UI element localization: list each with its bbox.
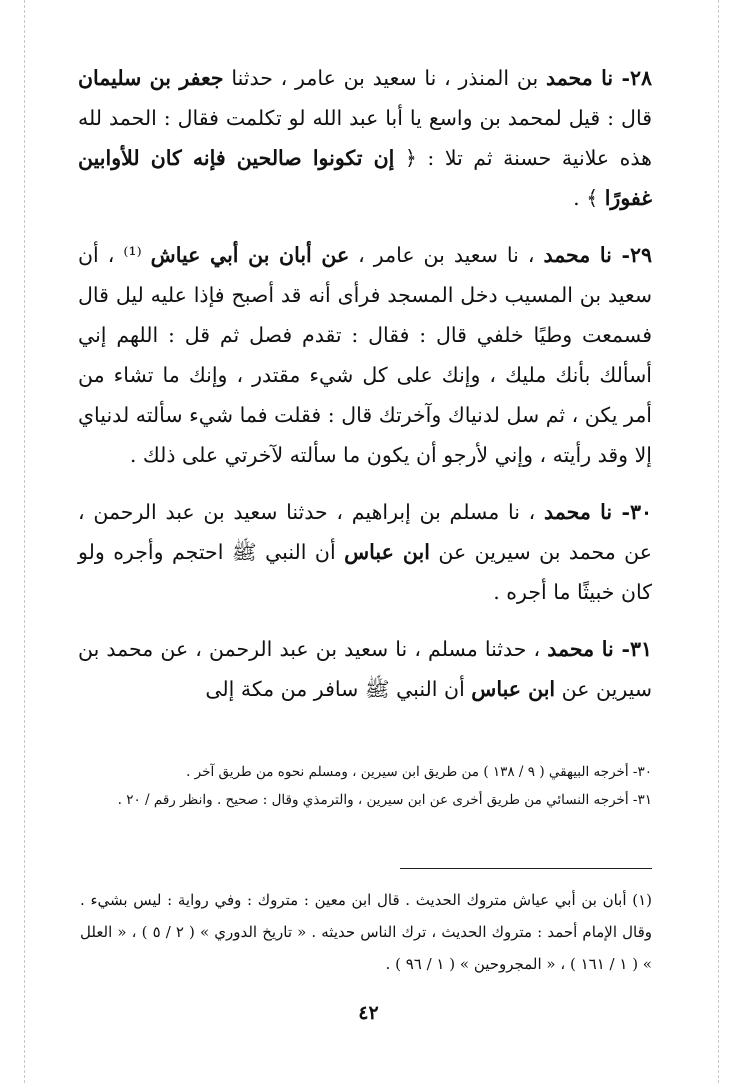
hadith-text: قال : قيل لمحمد بن واسع يا أبا عبد الله لو تكلمت فقال : الحمد لله هذه علانية حسنة ثم تلا : ﴿ <box>78 106 652 170</box>
narrator-name: جعفر بن سليمان <box>78 66 224 90</box>
hadith-28 <box>78 58 652 218</box>
hadith-number: ٢٩- نا محمد <box>543 243 652 267</box>
hadith-text: ، نا مسلم بن إبراهيم ، حدثنا سعيد بن عبد الرحمن ، عن محمد بن سيرين عن <box>78 500 652 564</box>
main-text <box>78 58 652 726</box>
takhrij-notes <box>98 758 652 814</box>
page-number: ٤٢ <box>358 1002 379 1024</box>
hadith-text: بن المنذر ، نا سعيد بن عامر ، حدثنا <box>223 66 546 90</box>
hadith-number: ٣٠- نا محمد <box>544 500 653 524</box>
hadith-number: ٢٨- نا محمد <box>545 66 652 90</box>
hadith-text: ، نا سعيد بن عامر ، <box>349 243 544 267</box>
hadith-text: ، حدثنا مسلم ، نا سعيد بن عبد الرحمن ، عن محمد بن سيرين عن <box>78 637 652 701</box>
takhrij-note-30: ٣٠- أخرجه البيهقي ( ٩ / ١٣٨ ) من طريق ابن سيرين ، ومسلم نحوه من طريق آخر . <box>186 764 652 780</box>
footnote: (١) أبان بن أبي عياش متروك الحديث . قال ابن معين : متروك : وفي رواية : ليس بشيء . وقال الإمام أحمد : متروك الحديث ، ترك الناس حديثه . « تاريخ الدوري » ( ٢ / ٥ ) ، « العلل » ( ١ / ١٦١ ) ، « المجروحين » ( ١ / ٩٦ ) . <box>80 891 652 973</box>
takhrij-note-31: ٣١- أخرجه النسائي من طريق أخرى عن ابن سيرين ، والترمذي وقال : صحيح . وانظر رقم / ٢٠ . <box>117 792 652 808</box>
hadith-number: ٣١- نا محمد <box>547 637 653 661</box>
hadith-31 <box>78 629 652 709</box>
hadith-30 <box>78 492 652 612</box>
narrator-name: ابن عباس <box>344 540 430 564</box>
left-margin-guide <box>24 0 25 1083</box>
hadith-text: ⁽¹⁾ ، أن سعيد بن المسيب دخل المسجد فرأى أنه قد أصبح فإذا عليه ليل قال فسمعت وطيًا خلفي قال : فقال : تقدم فصل ثم قل : اللهم إني أسألك بأنك مليك ، وإنك على كل شيء مقتدر ، وإنك ما تشاء من أمر يكن ، ثم سل لدنياك وآخرتك قال : فقلت فما شيء سألته لدنياي إلا وقد رأيته ، وإني لأرجو أن يكون ما سألته لآخرتي على ذلك . <box>78 243 652 467</box>
narrator-name: ابن عباس <box>471 677 556 701</box>
right-margin-guide <box>718 0 719 1083</box>
footnote-divider <box>400 868 652 869</box>
hadith-text: أن النبي ﷺ سافر من مكة إلى <box>205 677 472 701</box>
quran-verse: إن تكونوا صالحين فإنه كان للأوابين غفورًا <box>78 146 652 210</box>
hadith-text: ﴾ . <box>573 186 605 210</box>
hadith-29 <box>78 235 652 475</box>
narrator-name: عن أبان بن أبي عياش <box>150 243 350 267</box>
hadith-text: أن النبي ﷺ احتجم وأجره ولو كان خبيثًا ما أجره . <box>78 540 652 604</box>
